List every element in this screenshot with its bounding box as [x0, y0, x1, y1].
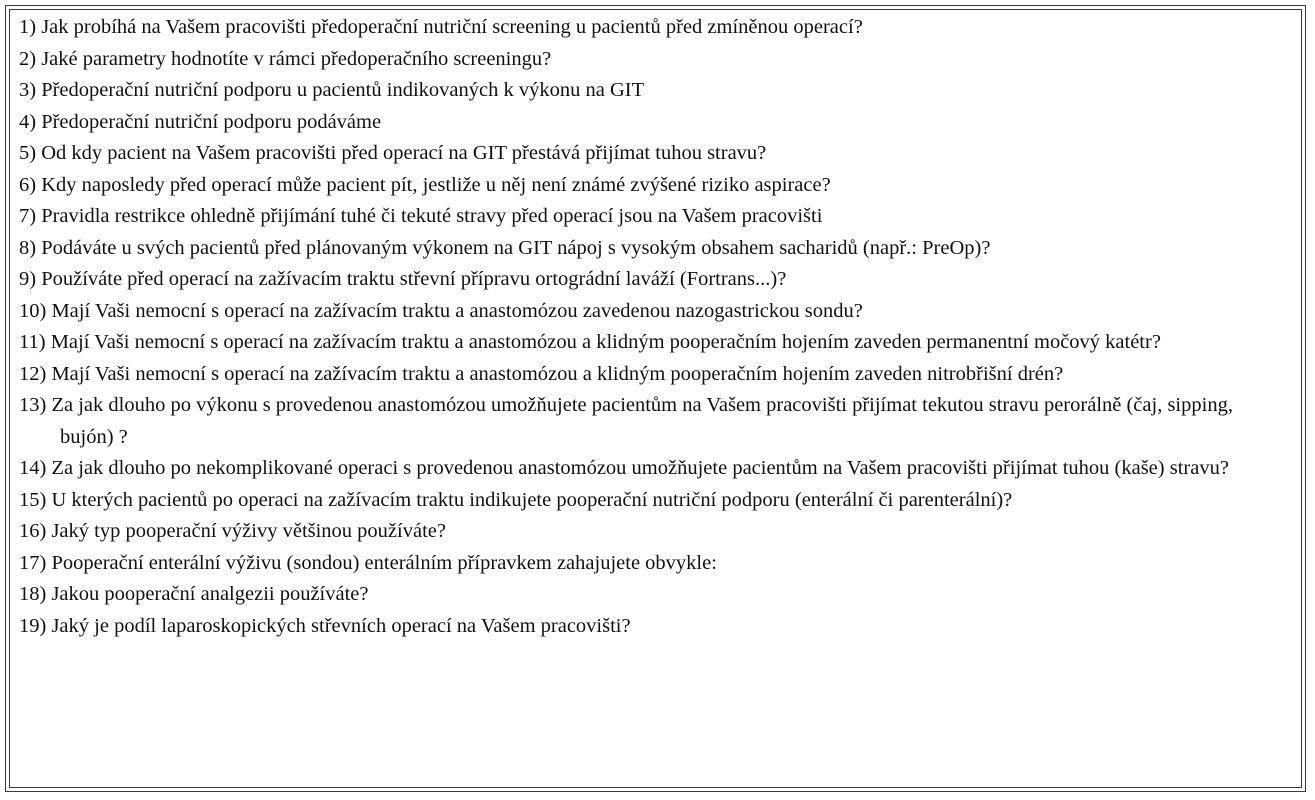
- question-item: [19, 75, 1289, 107]
- question-text: Jaké parametry hodnotíte v rámci předoperačního screeningu?: [41, 47, 552, 70]
- question-text: Jakou pooperační analgezii používáte?: [51, 583, 369, 605]
- question-item: [19, 44, 1289, 76]
- question-text: Za jak dlouho po nekomplikované operaci s provedenou anastomózou umožňujete pacientům na Vašem pracovišti přijímat tuhou (kaše) stravu?: [51, 457, 1229, 479]
- question-number: 10): [19, 299, 47, 322]
- question-text: Kdy naposledy před operací může pacient pít, jestliže u něj není známé zvýšené riziko aspirace?: [41, 173, 831, 196]
- question-text: Podáváte u svých pacientů před plánovaným výkonem na GIT nápoj s vysokým obsahem sacharidů (např.: PreOp)?: [41, 236, 991, 259]
- question-number: 1): [19, 16, 37, 38]
- question-text: Předoperační nutriční podporu u pacientů indikovaných k výkonu na GIT: [41, 79, 645, 101]
- question-item: [19, 390, 1289, 453]
- question-number: 14): [19, 457, 47, 479]
- question-text: Jak probíhá na Vašem pracovišti předoperační nutriční screening u pacientů před zmíněnou operací?: [41, 16, 863, 38]
- question-item: [19, 485, 1289, 517]
- question-text: Jaký je podíl laparoskopických střevních operací na Vašem pracovišti?: [51, 614, 631, 637]
- question-number: 19): [19, 614, 47, 637]
- question-item: [19, 579, 1289, 611]
- question-text: Předoperační nutriční podporu podáváme: [41, 110, 382, 133]
- question-number: 4): [19, 110, 37, 133]
- question-number: 6): [19, 173, 37, 196]
- question-text: Mají Vaši nemocní s operací na zažívacím traktu a anastomózou zavedenou nazogastrickou sondu?: [51, 299, 863, 322]
- question-item: [19, 138, 1289, 170]
- question-item: [19, 296, 1289, 328]
- question-item: [19, 327, 1289, 359]
- question-number: 8): [19, 236, 37, 259]
- question-number: 15): [19, 488, 47, 511]
- question-text: Od kdy pacient na Vašem pracovišti před operací na GIT přestává přijímat tuhou stravu?: [41, 142, 767, 164]
- question-number: 17): [19, 551, 47, 574]
- question-text: Mají Vaši nemocní s operací na zažívacím traktu a anastomózou a klidným pooperačním hojením zaveden nitrobřišní drén?: [51, 362, 1064, 385]
- question-number: 12): [19, 362, 47, 385]
- question-text: Pooperační enterální výživu (sondou) enterálním přípravkem zahajujete obvykle:: [51, 551, 717, 574]
- question-number: 7): [19, 205, 37, 227]
- question-text: Pravidla restrikce ohledně přijímání tuhé či tekuté stravy před operací jsou na Vašem pracovišti: [41, 205, 823, 227]
- question-item: [19, 548, 1289, 580]
- question-text: U kterých pacientů po operaci na zažívacím traktu indikujete pooperační nutriční podporu (enterální či parenterální)?: [51, 488, 1013, 511]
- question-number: 9): [19, 268, 37, 290]
- question-item: [19, 107, 1289, 139]
- question-list: [19, 12, 1289, 642]
- question-item: [19, 201, 1289, 233]
- question-number: 13): [19, 394, 47, 416]
- question-item: [19, 516, 1289, 548]
- question-item: [19, 12, 1289, 44]
- question-number: 3): [19, 79, 37, 101]
- question-item: [19, 453, 1289, 485]
- question-text: Za jak dlouho po výkonu s provedenou anastomózou umožňujete pacientům na Vašem pracovišti přijímat tekutou stravu perorálně (čaj, sipping, bujón) ?: [51, 394, 1233, 448]
- question-item: [19, 233, 1289, 265]
- question-number: 5): [19, 142, 37, 164]
- question-number: 2): [19, 47, 37, 70]
- question-text: Mají Vaši nemocní s operací na zažívacím traktu a anastomózou a klidným pooperačním hojením zaveden permanentní močový katétr?: [50, 331, 1161, 353]
- question-item: [19, 170, 1289, 202]
- question-item: [19, 611, 1289, 643]
- question-item: [19, 359, 1289, 391]
- question-text: Používáte před operací na zažívacím traktu střevní přípravu ortográdní laváží (Fortrans...)?: [41, 268, 787, 290]
- question-number: 16): [19, 520, 47, 542]
- question-number: 11): [19, 331, 46, 353]
- question-number: 18): [19, 583, 47, 605]
- question-text: Jaký typ pooperační výživy většinou používáte?: [51, 520, 446, 542]
- question-item: [19, 264, 1289, 296]
